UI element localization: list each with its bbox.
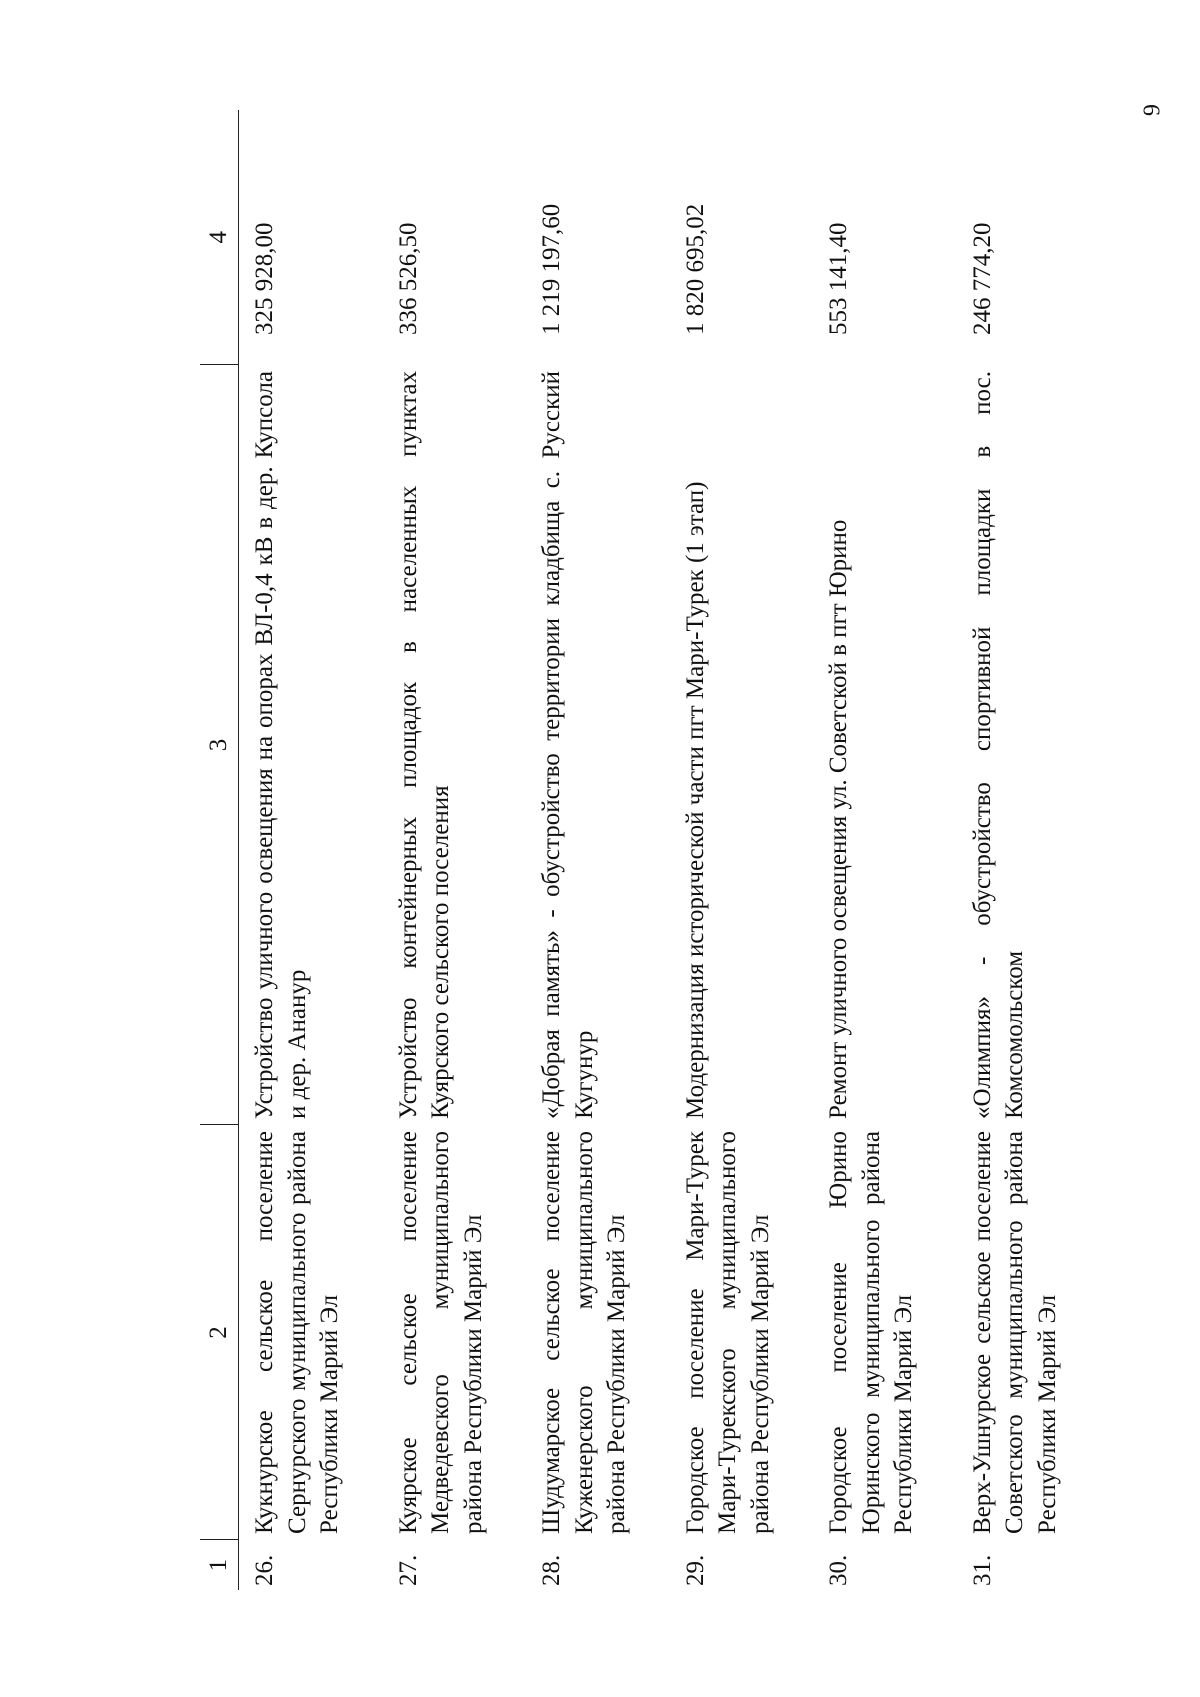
settlement-name: Верх-Ушнурское сельское поселение Советского муниципального района Республики Марий Эл [968,1131,1061,1534]
row-number: 29. [681,1554,709,1586]
table-row [526,110,670,1590]
amount: 325 928,00 [251,222,278,335]
project-description: Ремонт уличного освещения ул. Советской в пгт Юрино [825,519,852,1119]
column-header-1: 1 [200,1540,239,1590]
settlement-name: Шудумарское сельское поселение Куженерского муниципального района Республики Марий Эл [538,1131,630,1534]
settlement-name: Кукнурское сельское поселение Сернурского муниципального района Республики Марий Эл [251,1131,343,1534]
column-header-2: 2 [200,1125,239,1540]
project-description: «Олимпия» - обустройство спортивной площадки в пос. Комсомольском [968,371,1028,1119]
column-header-4: 4 [200,110,239,365]
amount: 553 141,40 [825,222,852,335]
table-row [813,110,957,1590]
column-header-3: 3 [200,365,239,1125]
page-number: 6 [1137,104,1164,116]
row-number: 27. [394,1554,422,1586]
row-number: 31. [968,1554,996,1586]
row-number: 28. [538,1554,565,1586]
amount: 1 219 197,60 [538,203,565,335]
table-header [200,110,239,1590]
projects-table [200,110,1100,1590]
project-description: Устройство уличного освещения на опорах ВЛ-0,4 кВ в дер. Купсола и дер. Ананур [251,371,311,1119]
amount: 246 774,20 [968,222,996,335]
settlement-name: Куярское сельское поселение Медведевского муниципального района Республики Марий Эл [394,1131,487,1534]
project-description: Устройство контейнерных площадок в населенных пунктах Куярского сельского поселения [394,371,454,1119]
rotated-page-content [200,110,1200,1590]
project-description: Модернизация исторической части пгт Мари-Турек (1 этап) [681,481,709,1119]
table-row [239,110,383,1590]
table-row [670,110,814,1590]
amount: 1 820 695,02 [681,203,709,335]
amount: 336 526,50 [394,222,422,335]
table-row [383,110,527,1590]
row-number: 30. [825,1554,852,1586]
project-description: «Добрая память» - обустройство территории кладбища с. Русский Кугунур [538,371,598,1119]
row-number: 26. [251,1554,278,1586]
settlement-name: Городское поселение Юрино Юринского муниципального района Республики Марий Эл [825,1131,917,1534]
settlement-name: Городское поселение Мари-Турек Мари-Турекского муниципального района Республики Марий Эл [681,1131,774,1534]
table-row [957,110,1101,1590]
